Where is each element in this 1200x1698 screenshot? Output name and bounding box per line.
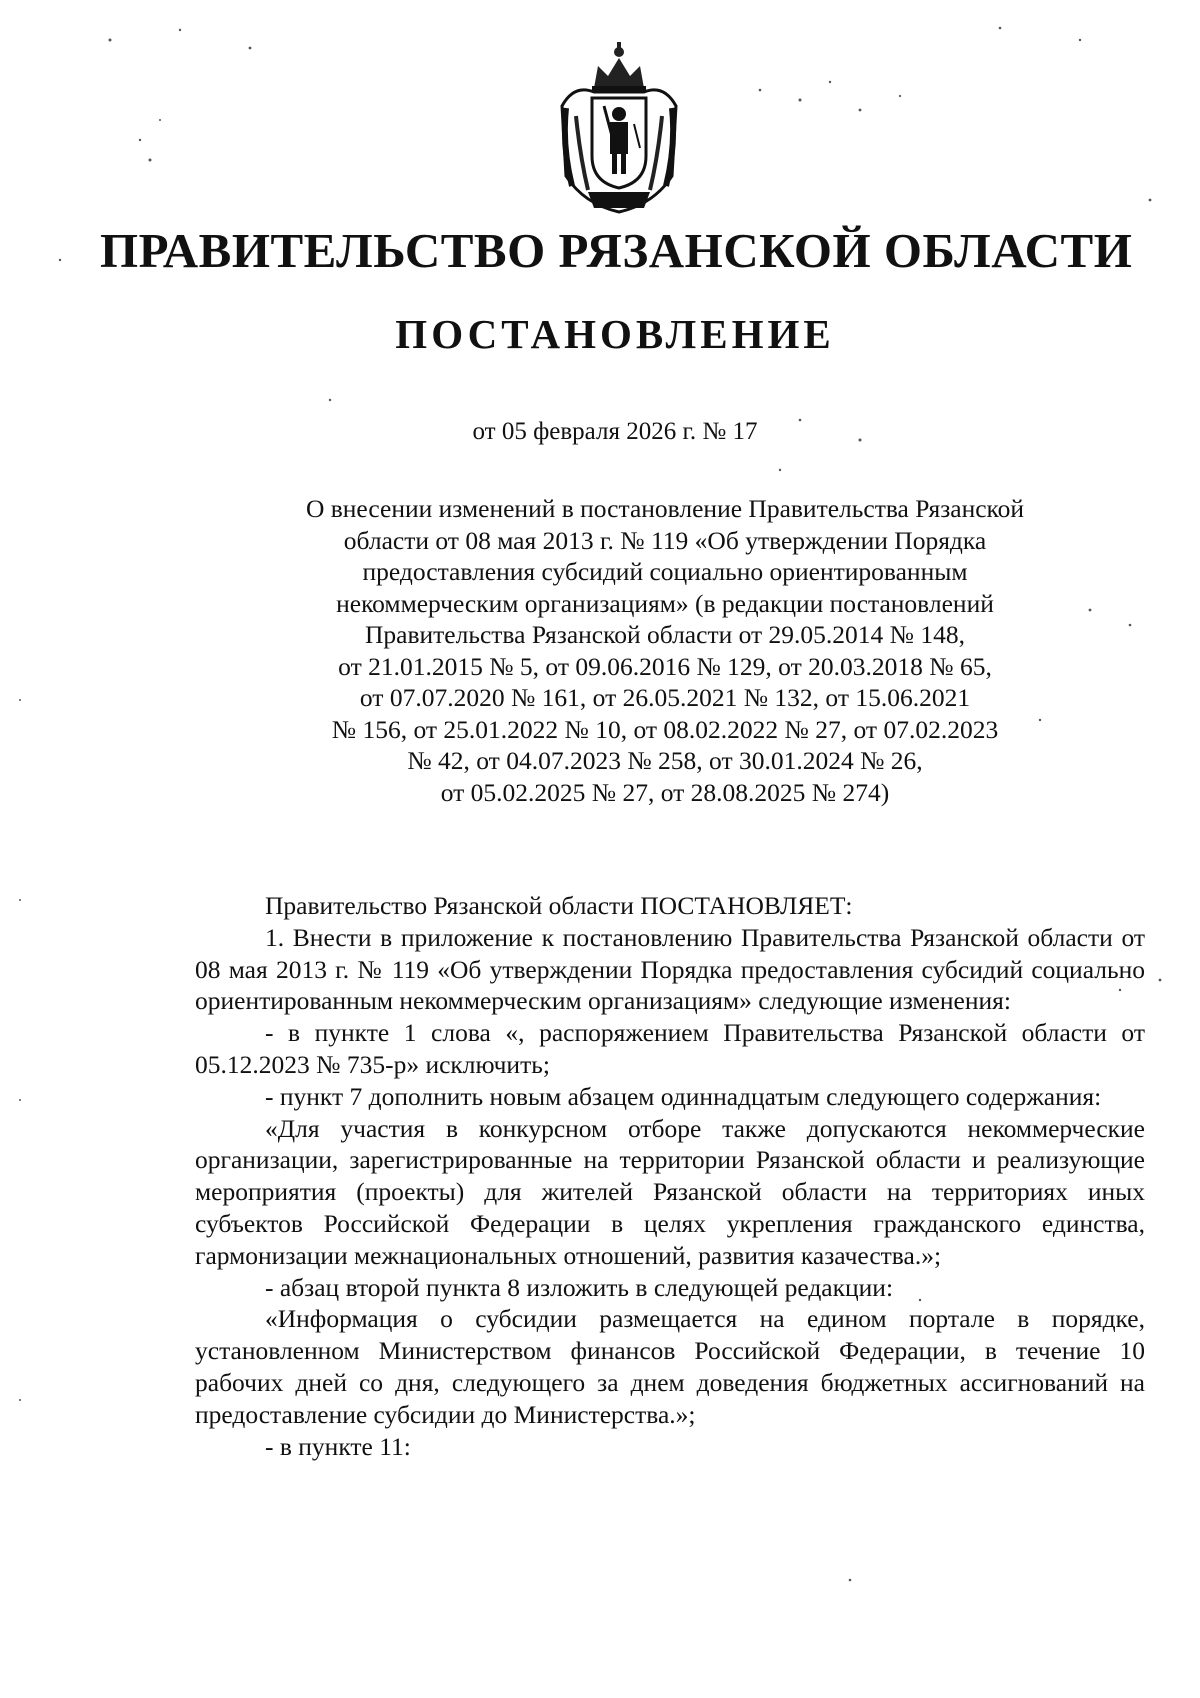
ryazan-coat-of-arms-icon <box>554 36 684 216</box>
subject-line: № 42, от 04.07.2023 № 258, от 30.01.2024 № 26, <box>407 746 923 775</box>
body-paragraph: «Информация о субсидии размещается на едином портале в порядке, установленном Министерством финансов Российской Федерации, в течение 10 рабочих дней со дня, следующего за днем доведения бюджетных ассигнований на предоставление субсидии до Министерства.»; <box>195 1304 1145 1429</box>
decree-date-number: от 05 февраля 2026 г. № 17 <box>472 418 758 445</box>
subject-line: от 07.07.2020 № 161, от 26.05.2021 № 132, от 15.06.2021 <box>359 683 971 712</box>
decree-title: ПОСТАНОВЛЕНИЕ <box>395 311 835 357</box>
subject-line: Правительства Рязанской области от 29.05.2014 № 148, <box>364 620 965 649</box>
body-paragraph: «Для участия в конкурсном отборе также допускаются некоммерческие организации, зарегистрированные на территории Рязанской области и реализующие мероприятия (проекты) для жителей Рязанской области на территориях иных субъектов Российской Федерации в целях укрепления гражданского единства, гармонизации межнациональных отношений, развития казачества.»; <box>195 1113 1145 1270</box>
decree-body <box>195 890 1145 1462</box>
subject-line: от 21.01.2015 № 5, от 09.06.2016 № 129, от 20.03.2018 № 65, <box>338 651 992 681</box>
body-paragraph: 1. Внести в приложение к постановлению Правительства Рязанской области от 08 мая 2013 г. № 119 «Об утверждении Порядка предоставления субсидий социально ориентированным некоммерческим организациям» следующие изменения: <box>195 922 1145 1016</box>
body-paragraph: - абзац второй пункта 8 изложить в следующей редакции: <box>265 1272 894 1302</box>
body-paragraph: - пункт 7 дополнить новым абзацем одиннадцатым следующего содержания: <box>265 1081 1102 1111</box>
government-title: ПРАВИТЕЛЬСТВО РЯЗАНСКОЙ ОБЛАСТИ <box>100 223 1133 278</box>
subject-line: некоммерческим организациям» (в редакции постановлений <box>336 588 994 618</box>
body-paragraph: - в пункте 11: <box>265 1431 411 1461</box>
body-paragraph: Правительство Рязанской области ПОСТАНОВЛЯЕТ: <box>265 891 853 920</box>
subject-line: области от 08 мая 2013 г. № 119 «Об утверждении Порядка <box>343 525 987 555</box>
body-paragraph: - в пункте 1 слова «, распоряжением Правительства Рязанской области от 05.12.2023 № 735-р» исключить; <box>195 1018 1145 1079</box>
subject-line: от 05.02.2025 № 27, от 28.08.2025 № 274) <box>440 777 890 807</box>
subject-line: О внесении изменений в постановление Правительства Рязанской <box>305 494 1025 523</box>
subject-line: предоставления субсидий социально ориентированным <box>362 557 968 586</box>
decree-subject <box>250 493 1080 808</box>
subject-line: № 156, от 25.01.2022 № 10, от 08.02.2022 № 27, от 07.02.2023 <box>331 714 999 744</box>
